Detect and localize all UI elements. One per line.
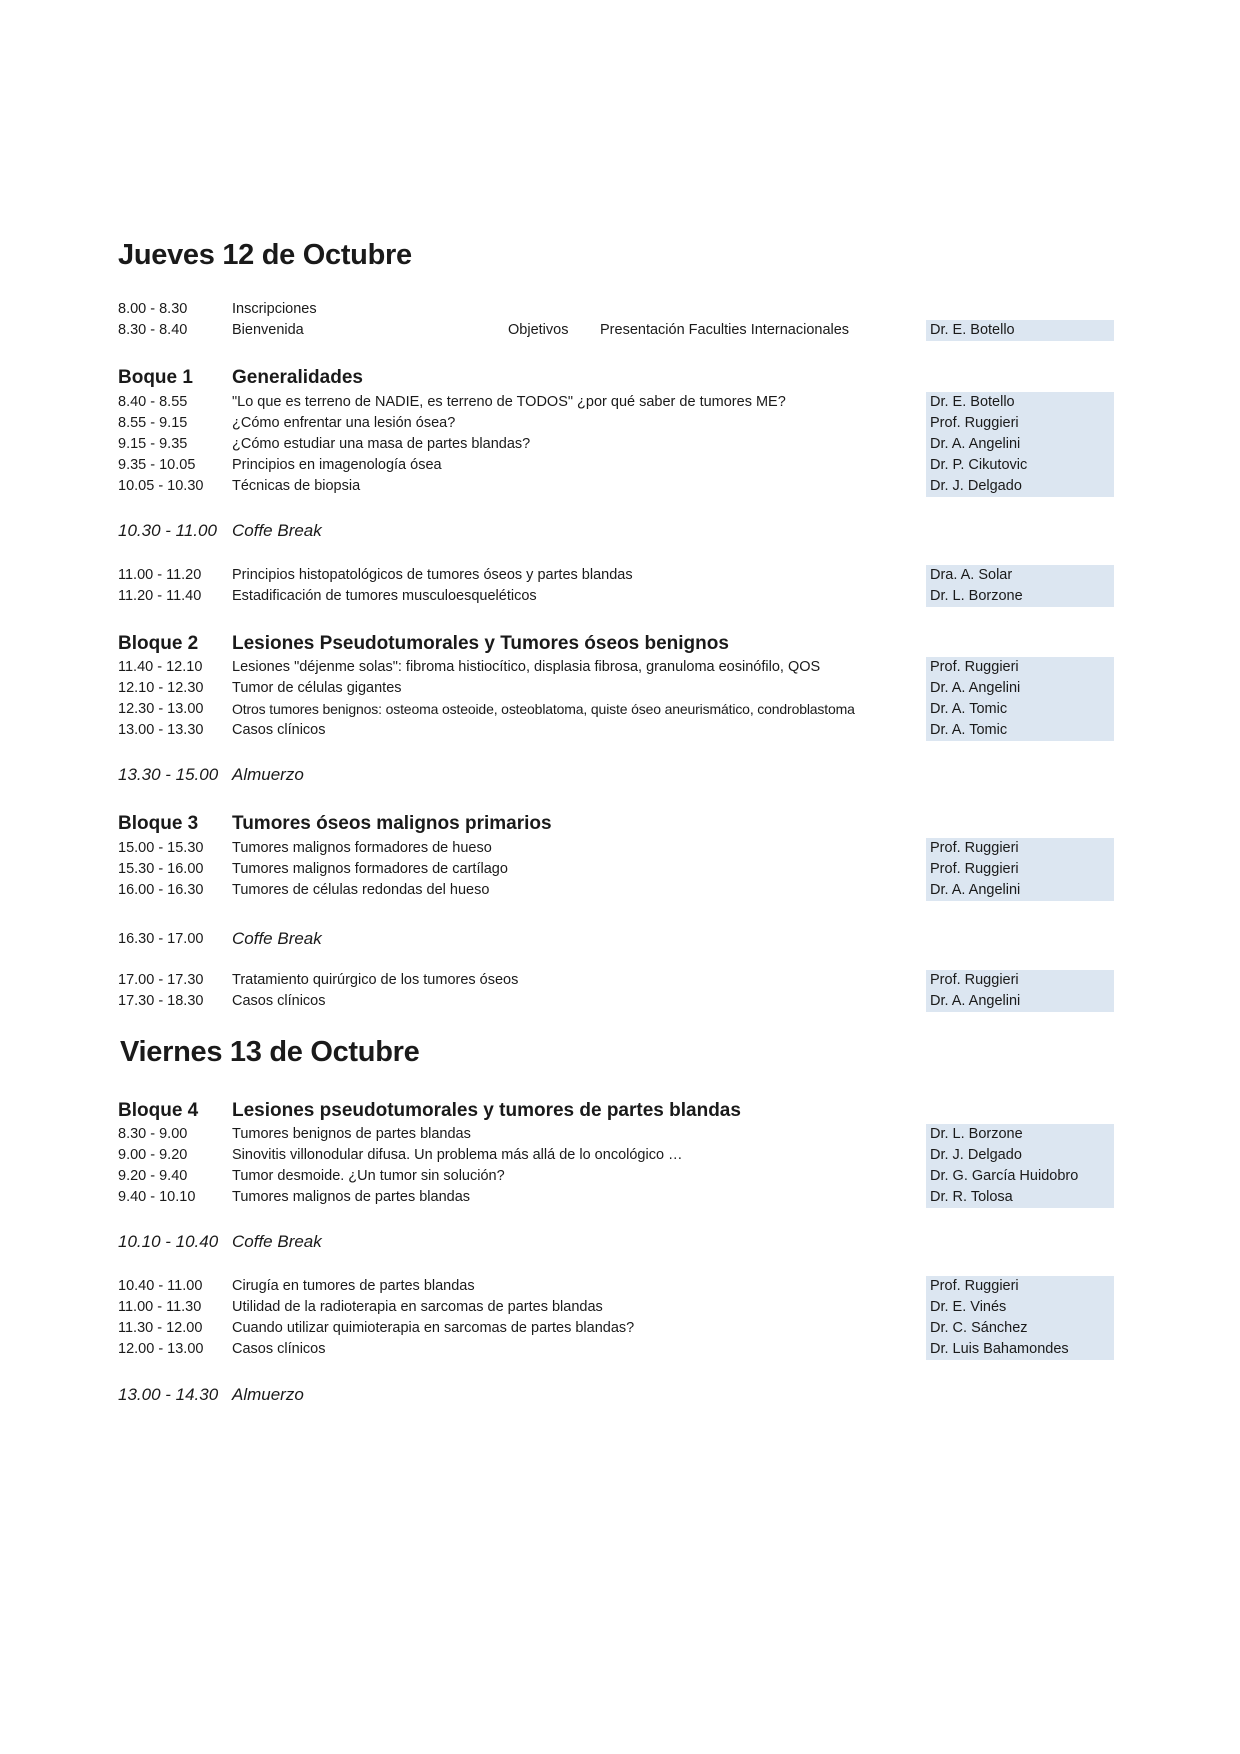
row-title: Casos clínicos: [232, 993, 326, 1009]
row-time: 8.30 - 9.00: [118, 1126, 188, 1142]
row-title: Lesiones "déjenme solas": fibroma histiocítico, displasia fibrosa, granuloma eosinófilo, QOS: [232, 659, 821, 675]
row-speaker: Dr. A. Angelini: [926, 880, 1114, 901]
row-extra-faculties: Presentación Faculties Internacionales: [600, 322, 850, 338]
row-title: Tumores malignos formadores de cartílago: [232, 861, 508, 877]
schedule-row: [0, 699, 1240, 720]
row-time: 9.00 - 9.20: [118, 1147, 188, 1163]
break-time: 10.30 - 11.00: [118, 521, 217, 540]
row-speaker: Dr. J. Delgado: [926, 476, 1114, 497]
schedule-row: [0, 1318, 1240, 1339]
schedule-row: [0, 476, 1240, 497]
row-time: 17.30 - 18.30: [118, 993, 204, 1009]
schedule-row: [0, 434, 1240, 455]
schedule-row: [0, 859, 1240, 880]
row-speaker: Dr. A. Angelini: [926, 678, 1114, 699]
row-speaker: Prof. Ruggieri: [926, 859, 1114, 880]
row-time: 11.20 - 11.40: [118, 588, 202, 604]
row-title: "Lo que es terreno de NADIE, es terreno de TODOS" ¿por qué saber de tumores ME?: [232, 394, 786, 410]
block-title: Lesiones pseudotumorales y tumores de partes blandas: [232, 1100, 741, 1121]
row-speaker: Dra. A. Solar: [926, 565, 1114, 586]
row-time: 11.00 - 11.20: [118, 567, 202, 583]
schedule-row: [0, 720, 1240, 741]
row-speaker: Dr. A. Tomic: [926, 699, 1114, 720]
row-speaker: Dr. G. García Huidobro: [926, 1166, 1114, 1187]
schedule-row: [0, 880, 1240, 901]
row-speaker: Dr. Luis Bahamondes: [926, 1339, 1114, 1360]
row-time: 17.00 - 17.30: [118, 972, 204, 988]
row-time: 8.40 - 8.55: [118, 394, 188, 410]
row-title: Bienvenida: [232, 322, 304, 338]
schedule-row: [0, 657, 1240, 678]
row-speaker: Prof. Ruggieri: [926, 1276, 1114, 1297]
schedule-row: [0, 1276, 1240, 1297]
break-label: Almuerzo: [232, 765, 304, 784]
row-speaker: Prof. Ruggieri: [926, 657, 1114, 678]
row-time: 12.00 - 13.00: [118, 1341, 204, 1357]
row-speaker: Prof. Ruggieri: [926, 413, 1114, 434]
row-time: 13.00 - 13.30: [118, 722, 204, 738]
schedule-row: [0, 586, 1240, 607]
row-title: Tumores benignos de partes blandas: [232, 1126, 471, 1142]
block-label: Bloque 2: [118, 633, 199, 654]
schedule-row: [0, 1187, 1240, 1208]
row-speaker: Prof. Ruggieri: [926, 838, 1114, 859]
row-title: ¿Cómo estudiar una masa de partes blandas?: [232, 436, 531, 452]
row-title: Principios histopatológicos de tumores óseos y partes blandas: [232, 567, 633, 583]
schedule-row: [0, 991, 1240, 1012]
row-title: Cirugía en tumores de partes blandas: [232, 1278, 475, 1294]
block-title: Lesiones Pseudotumorales y Tumores óseos benignos: [232, 633, 729, 654]
row-title: Otros tumores benignos: osteoma osteoide, osteoblatoma, quiste óseo aneurismático, condroblastoma: [232, 701, 855, 717]
schedule-row: [0, 413, 1240, 434]
row-time: 11.30 - 12.00: [118, 1320, 203, 1336]
break-label: Coffe Break: [232, 929, 322, 948]
schedule-row: [0, 678, 1240, 699]
row-time: 8.55 - 9.15: [118, 415, 188, 431]
break-time: 13.30 - 15.00: [118, 765, 219, 784]
day-title-jueves: Jueves 12 de Octubre: [118, 239, 412, 271]
schedule-row: [0, 1124, 1240, 1145]
row-title: ¿Cómo enfrentar una lesión ósea?: [232, 415, 456, 431]
row-speaker: Dr. L. Borzone: [926, 1124, 1114, 1145]
break-time: 13.00 - 14.30: [118, 1385, 219, 1404]
row-speaker: Dr. P. Cikutovic: [926, 455, 1114, 476]
row-time: 15.30 - 16.00: [118, 861, 204, 877]
schedule-row: [0, 455, 1240, 476]
row-title: Tumor de células gigantes: [232, 680, 402, 696]
row-title: Estadificación de tumores musculoesqueléticos: [232, 588, 537, 604]
row-time: 16.00 - 16.30: [118, 882, 204, 898]
row-title: Sinovitis villonodular difusa. Un problema más allá de lo oncológico …: [232, 1147, 683, 1163]
row-speaker: Dr. C. Sánchez: [926, 1318, 1114, 1339]
row-speaker: Dr. A. Tomic: [926, 720, 1114, 741]
row-title: Tumores malignos de partes blandas: [232, 1189, 471, 1205]
schedule-row: [0, 1166, 1240, 1187]
row-time: 12.30 - 13.00: [118, 701, 204, 717]
row-speaker: Dr. A. Angelini: [926, 434, 1114, 455]
schedule-row: [0, 1145, 1240, 1166]
row-time: 8.00 - 8.30: [118, 301, 188, 317]
row-title: Tumores de células redondas del hueso: [232, 882, 490, 898]
row-title: Tumores malignos formadores de hueso: [232, 840, 492, 856]
row-title: Casos clínicos: [232, 1341, 326, 1357]
row-title: Utilidad de la radioterapia en sarcomas de partes blandas: [232, 1299, 603, 1315]
row-title: Técnicas de biopsia: [232, 478, 361, 494]
row-time: 8.30 - 8.40: [118, 322, 188, 338]
row-title: Tumor desmoide. ¿Un tumor sin solución?: [232, 1168, 505, 1184]
row-speaker: Dr. L. Borzone: [926, 586, 1114, 607]
break-time: 16.30 - 17.00: [118, 931, 204, 947]
schedule-row: [0, 392, 1240, 413]
row-time: 15.00 - 15.30: [118, 840, 204, 856]
break-label: Almuerzo: [232, 1385, 304, 1404]
block-label: Bloque 4: [118, 1100, 199, 1121]
schedule-row: [0, 299, 1240, 320]
block-label: Bloque 3: [118, 813, 199, 834]
schedule-row: [0, 1339, 1240, 1360]
row-speaker: Dr. E. Botello: [926, 392, 1114, 413]
row-time: 11.00 - 11.30: [118, 1299, 202, 1315]
row-time: 9.35 - 10.05: [118, 457, 196, 473]
row-title: Casos clínicos: [232, 722, 326, 738]
row-speaker: Dr. R. Tolosa: [926, 1187, 1114, 1208]
row-time: 12.10 - 12.30: [118, 680, 204, 696]
row-time: 9.15 - 9.35: [118, 436, 188, 452]
block-title: Tumores óseos malignos primarios: [232, 813, 552, 834]
row-time: 9.40 - 10.10: [118, 1189, 196, 1205]
break-time: 10.10 - 10.40: [118, 1232, 219, 1251]
row-title: Cuando utilizar quimioterapia en sarcomas de partes blandas?: [232, 1320, 635, 1336]
break-label: Coffe Break: [232, 521, 322, 540]
row-time: 11.40 - 12.10: [118, 659, 203, 675]
row-title: Principios en imagenología ósea: [232, 457, 442, 473]
day-title-viernes: Viernes 13 de Octubre: [120, 1036, 420, 1068]
row-speaker: Dr. J. Delgado: [926, 1145, 1114, 1166]
row-speaker: Dr. A. Angelini: [926, 991, 1114, 1012]
row-time: 10.05 - 10.30: [118, 478, 204, 494]
row-extra-objetivos: Objetivos: [508, 322, 569, 338]
schedule-row: [0, 1297, 1240, 1318]
row-speaker: Prof. Ruggieri: [926, 970, 1114, 991]
block-title: Generalidades: [232, 367, 363, 388]
schedule-row: [0, 838, 1240, 859]
schedule-row: [0, 565, 1240, 586]
schedule-row: [0, 970, 1240, 991]
row-time: 10.40 - 11.00: [118, 1278, 203, 1294]
schedule-row: [0, 320, 1240, 341]
break-label: Coffe Break: [232, 1232, 322, 1251]
block-label: Boque 1: [118, 367, 193, 388]
row-time: 9.20 - 9.40: [118, 1168, 188, 1184]
row-speaker: Dr. E. Botello: [926, 320, 1114, 341]
row-speaker: Dr. E. Vinés: [926, 1297, 1114, 1318]
row-title: Inscripciones: [232, 301, 317, 317]
row-title: Tratamiento quirúrgico de los tumores óseos: [232, 972, 519, 988]
